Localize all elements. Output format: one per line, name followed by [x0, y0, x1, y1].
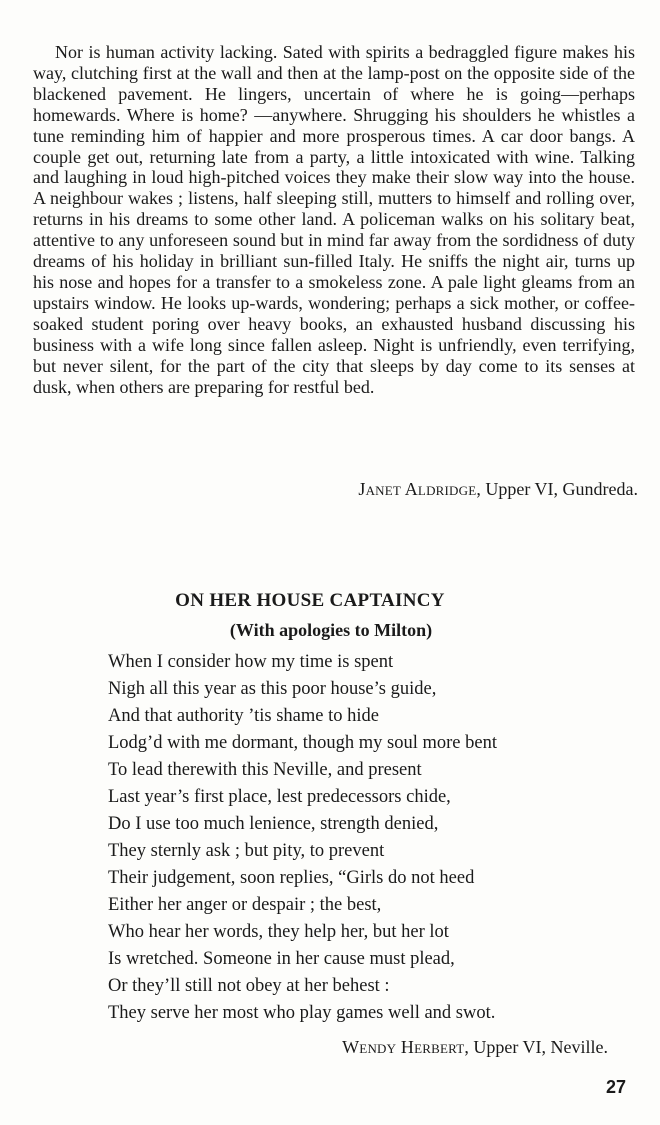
prose-author-signature: [358, 478, 638, 500]
poem-line: Lodg’d with me dormant, though my soul more bent: [108, 733, 497, 753]
poem-line: Nigh all this year as this poor house’s guide,: [108, 679, 437, 699]
poem-line: Their judgement, soon replies, “Girls do not heed: [108, 868, 475, 888]
poem-line: And that authority ’tis shame to hide: [108, 706, 379, 726]
poem-line: To lead therewith this Neville, and present: [108, 760, 422, 780]
poem-title: ON HER HOUSE CAPTAINCY: [175, 590, 445, 611]
poem-author-name: Wendy Herbert: [342, 1037, 465, 1057]
poem-line: They sternly ask ; but pity, to prevent: [108, 841, 385, 861]
page-number: 27: [605, 1077, 626, 1097]
poem-line: When I consider how my time is spent: [108, 652, 394, 672]
poem-line: Or they’ll still not obey at her behest :: [108, 976, 390, 996]
poem-subtitle: (With apologies to Milton): [229, 620, 433, 640]
poem-author-signature: [342, 1036, 608, 1058]
poem-line: They serve her most who play games well and swot.: [108, 1003, 496, 1023]
poem-author-detail: , Upper VI, Neville.: [464, 1037, 608, 1057]
poem-line: Is wretched. Someone in her cause must plead,: [108, 949, 455, 969]
prose-paragraph: Nor is human activity lacking. Sated with spirits a bedraggled figure makes his way, clutching first at the wall and then at the lamp-post on the opposite side of the blackened pavement. He lingers, uncertain of where he is going—perhaps homewards. Where is home? —anywhere. Shrugging his shoulders he whistles a tune reminding him of happier and more prosperous times. A car door bangs. A couple get out, returning late from a party, a little intoxicated with wine. Talking and laughing in loud high-pitched voices they make their slow way into the house. A neighbour wakes ; listens, half sleeping still, mutters to himself and rolling over, returns in his dreams to some other land. A policeman walks on his solitary beat, attentive to any unforeseen sound but in mind far away from the sordidness of duty dreams of his holiday in brilliant sun-filled Italy. He sniffs the night air, turns up his nose and hopes for a transfer to a smokeless zone. A pale light gleams from an upstairs window. He looks up-wards, wondering; perhaps a sick mother, or coffee-soaked student poring over heavy books, an exhausted husband discussing his business with a wife long since fallen asleep. Night is unfriendly, even terrifying, but never silent, for the part of the city that sleeps by day come to its senses at dusk, when others are preparing for restful bed.: [33, 42, 635, 397]
poem-line: Do I use too much lenience, strength denied,: [108, 814, 439, 834]
poem-body: [108, 649, 497, 1027]
poem-line: Last year’s first place, lest predecessors chide,: [108, 787, 451, 807]
poem-line: Either her anger or despair ; the best,: [108, 895, 382, 915]
prose-author-detail: , Upper VI, Gundreda.: [476, 479, 638, 499]
prose-author-name: Janet Aldridge: [358, 479, 477, 499]
poem-line: Who hear her words, they help her, but her lot: [108, 922, 449, 942]
